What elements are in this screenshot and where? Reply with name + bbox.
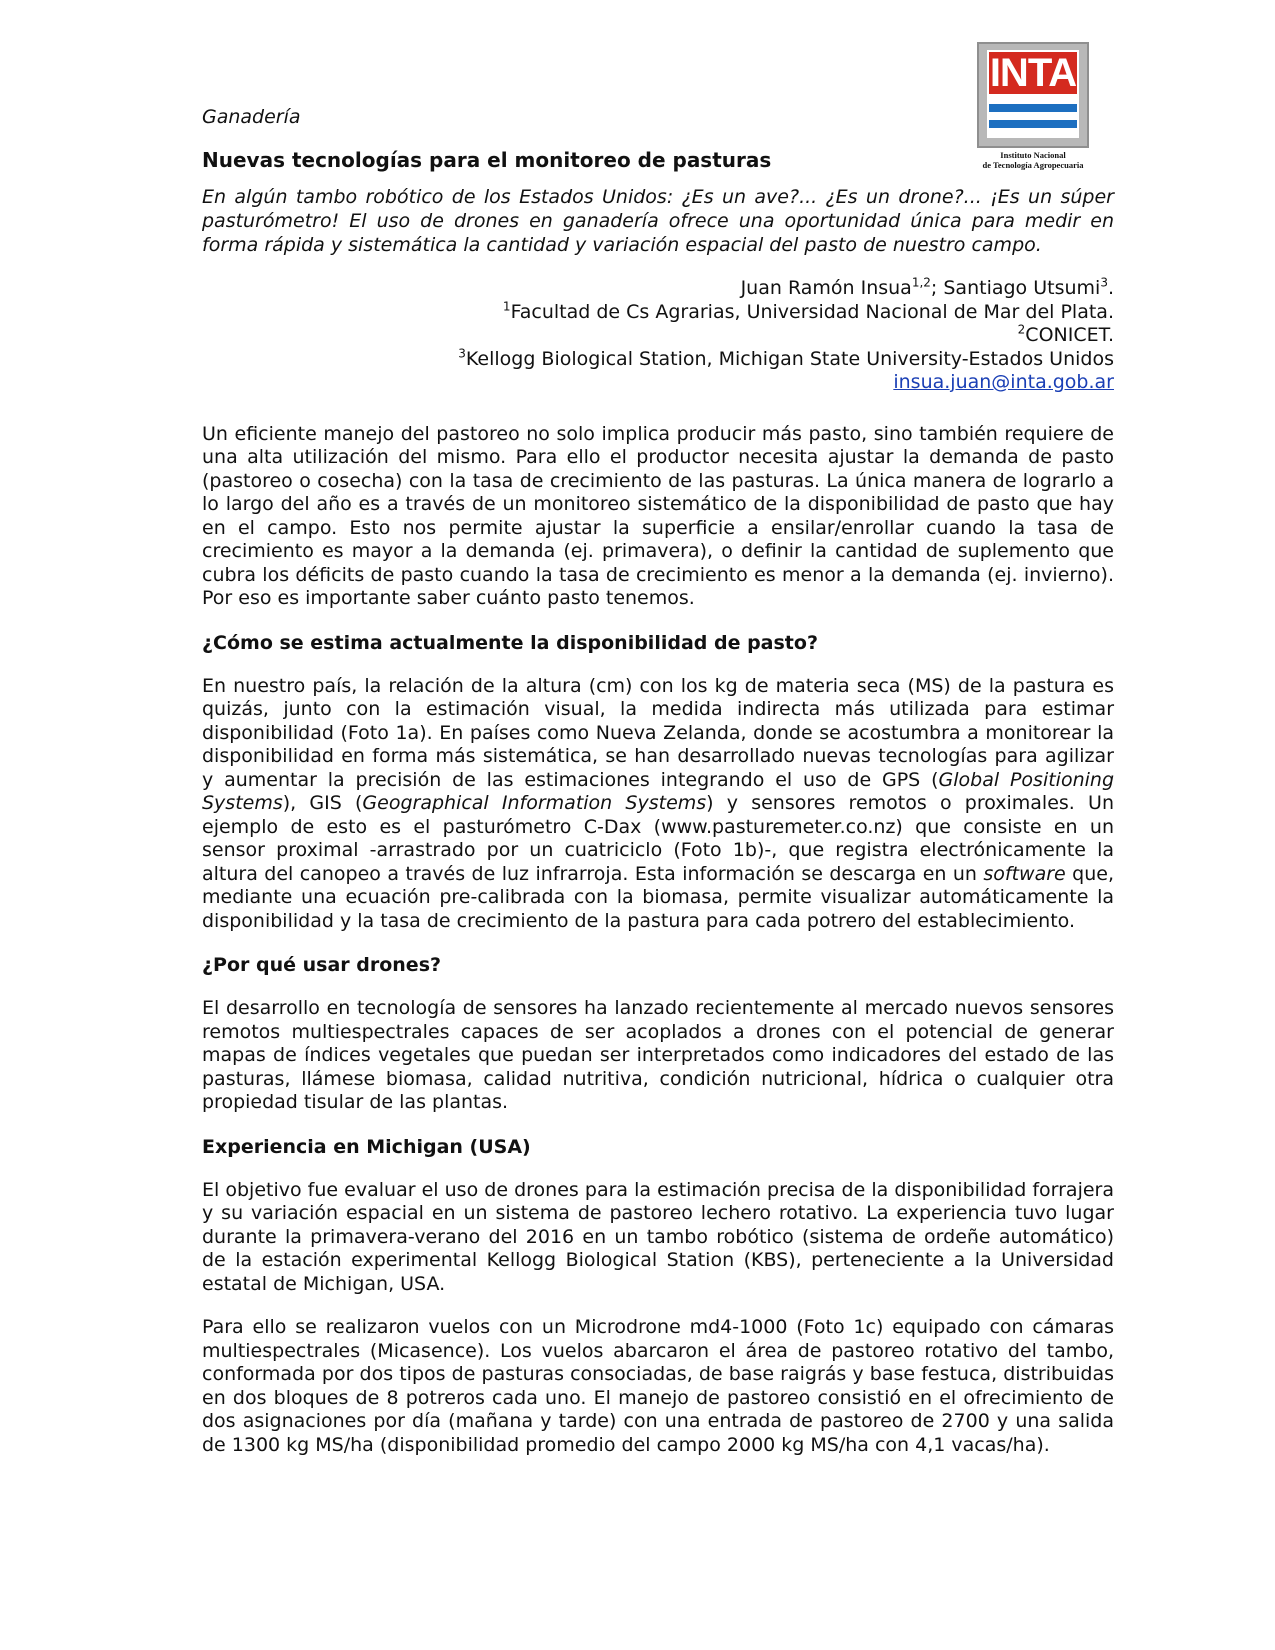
affiliation-2-sup: 2 xyxy=(1017,322,1026,337)
article-lead: En algún tambo robótico de los Estados Unidos: ¿Es un ave?... ¿Es un drone?... ¡Es un súper pasturómetro! El uso de drones en ganadería ofrece una oportunidad única para medir en forma rápida y sistemática la cantidad y variación espacial del pasto de nuestro campo. xyxy=(202,186,1114,256)
heading-michigan: Experiencia en Michigan (USA) xyxy=(202,1135,531,1158)
author-end: . xyxy=(1107,277,1114,299)
paragraph-michigan-method: Para ello se realizaron vuelos con un Microdrone md4-1000 (Foto 1c) equipado con cámaras multiespectrales (Micasence). Los vuelos abarcaron el área de pastoreo rotativo del tambo, conformada por dos tipos de pasturas consociadas, de base raigrás y base festuca, distribuidas en dos bloques de 8 potreros cada uno. El manejo de pastoreo consistió en el ofrecimiento de dos asignaciones por día (mañana y tarde) con una entrada de pastoreo de 2700 y una salida de 1300 kg MS/ha (disponibilidad promedio del campo 2000 kg MS/ha con 4,1 vacas/ha). xyxy=(202,1316,1114,1456)
paragraph-estimacion xyxy=(202,675,1114,934)
p2-text-b: ), GIS ( xyxy=(282,792,363,814)
p2-text-c: ) y sensores remotos o proximales. Un ejemplo de esto es el pasturómetro C-Dax (www.pasturemeter.co.nz) que consiste en un sensor proximal -arrastrado por un cuatriciclo (Foto 1b)-, que registra electrónicamente la altura del canopeo a través de luz infrarroja. Esta información se descarga en un xyxy=(202,792,1114,885)
logo-caption-line1: Instituto Nacional xyxy=(1000,150,1066,160)
p2-gps-term: Global Positioning Systems xyxy=(202,768,1115,814)
p2-text-d: que, mediante una ecuación pre-calibrada con la biomasa, permite visualizar automáticamente la disponibilidad y la tasa de crecimiento de la pastura para cada potrero del establecimiento. xyxy=(202,862,1114,932)
article xyxy=(202,105,1114,1477)
authors-block xyxy=(202,277,1114,395)
article-title: Nuevas tecnologías para el monitoreo de pasturas xyxy=(202,148,772,172)
logo-caption-line2: de Tecnología Agropecuaria xyxy=(982,160,1084,170)
affiliation-2 xyxy=(202,324,1114,348)
author-line xyxy=(202,277,1114,301)
author-2-sup: 3 xyxy=(1100,275,1108,290)
author-email-link[interactable]: insua.juan@inta.gob.ar xyxy=(893,371,1114,393)
affiliation-3-text: Kellogg Biological Station, Michigan State University-Estados Unidos xyxy=(465,347,1114,370)
p2-gis-term: Geographical Information Systems xyxy=(362,792,707,814)
author-2: Santiago Utsumi xyxy=(943,277,1101,299)
affiliation-3 xyxy=(202,348,1114,372)
p2-text-a: En nuestro país, la relación de la altura (cm) con los kg de materia seca (MS) de la pastura es quizás, junto con la estimación visual, la medida indirecta más utilizada para estimar disponibilidad (Foto 1a). En países como Nueva Zelanda, donde se acostumbra a monitorear la disponibilidad en forma más sistemática, se han desarrollado nuevas tecnologías para agilizar y aumentar la precisión de las estimaciones integrando el uso de GPS ( xyxy=(202,674,1114,791)
author-1: Juan Ramón Insua xyxy=(740,277,912,299)
section-label: Ganadería xyxy=(202,106,301,128)
affiliation-1-text: Facultad de Cs Agrarias, Universidad Nacional de Mar del Plata. xyxy=(510,300,1114,323)
author-1-sup: 1,2 xyxy=(911,275,931,290)
email-line xyxy=(202,371,1114,395)
affiliation-2-text: CONICET. xyxy=(1025,324,1114,346)
affiliation-1 xyxy=(202,301,1114,325)
paragraph-michigan-objective: El objetivo fue evaluar el uso de drones para la estimación precisa de la disponibilidad forrajera y su variación espacial en un sistema de pastoreo lechero rotativo. La experiencia tuvo lugar durante la primavera-verano del 2016 en un tambo robótico (sistema de ordeñe automático) de la estación experimental Kellogg Biological Station (KBS), perteneciente a la Universidad estatal de Michigan, USA. xyxy=(202,1178,1114,1295)
paragraph-drones: El desarrollo en tecnología de sensores ha lanzado recientemente al mercado nuevos sensores remotos multiespectrales capaces de ser acoplados a drones con el potencial de generar mapas de índices vegetales que puedan ser interpretados como indicadores del estado de las pasturas, llámese biomasa, calidad nutritiva, condición nutricional, hídrica o cualquier otra propiedad tisular de las plantas. xyxy=(202,997,1114,1113)
affiliation-3-sup: 3 xyxy=(458,346,466,361)
heading-estimacion: ¿Cómo se estima actualmente la disponibilidad de pasto? xyxy=(202,631,818,654)
author-separator: ; xyxy=(930,277,944,299)
p2-software-term: software xyxy=(983,862,1066,885)
paragraph-intro: Un eficiente manejo del pastoreo no solo implica producir más pasto, sino también requiere de una alta utilización del mismo. Para ello el productor necesita ajustar la demanda de pasto (pastoreo o cosecha) con la tasa de crecimiento de las pasturas. La única manera de lograrlo a lo largo del año es a través de un monitoreo sistemático de la disponibilidad de pasto que hay en el campo. Esto nos permite ajustar la superficie a ensilar/enrollar cuando la tasa de crecimiento es mayor a la demanda (ej. primavera), o definir la cantidad de suplemento que cubra los déficits de pasto cuando la tasa de crecimiento es menor a la demanda (ej. invierno). Por eso es importante saber cuánto pasto tenemos. xyxy=(202,422,1114,609)
logo-wordmark: INTA xyxy=(989,51,1077,95)
affiliation-1-sup: 1 xyxy=(502,299,511,314)
heading-drones: ¿Por qué usar drones? xyxy=(202,954,442,976)
